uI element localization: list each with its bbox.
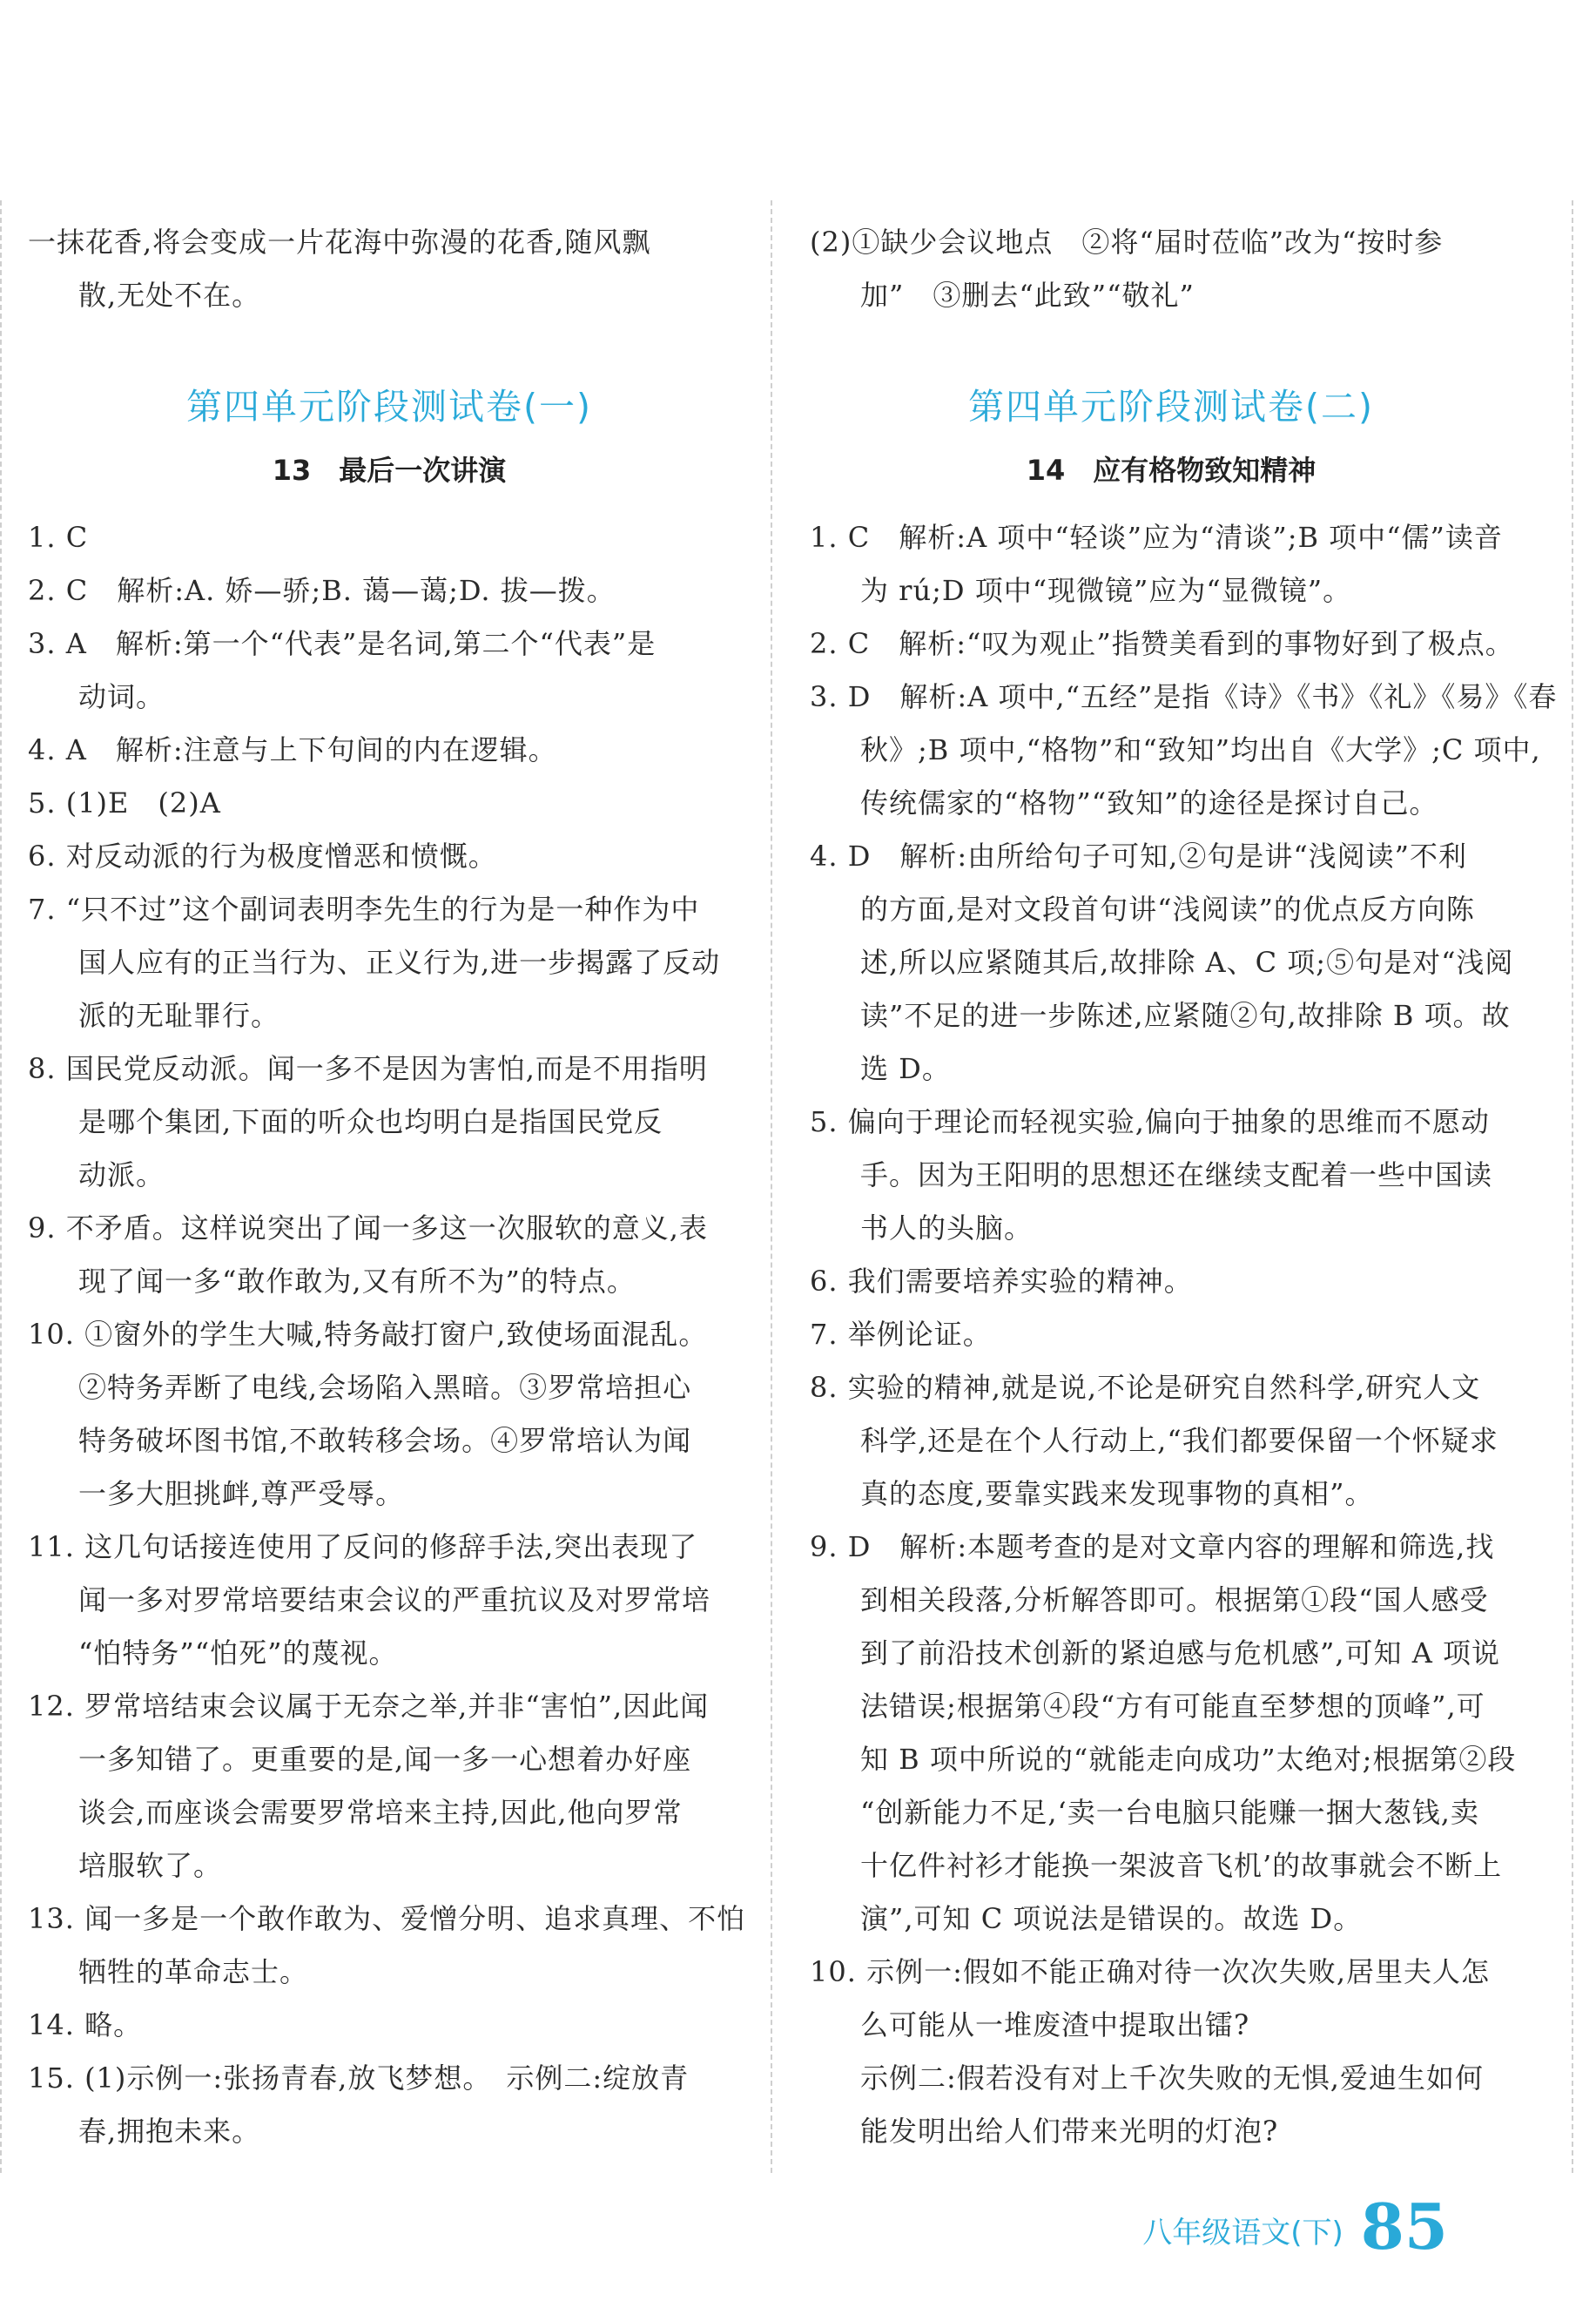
- left-answer-line: 派的无耻罪行。: [78, 999, 280, 1032]
- right-answer-line: 知 B 项中所说的“就能走向成功”太绝对;根据第②段: [860, 1743, 1517, 1776]
- left-column: [0, 200, 768, 2173]
- right-answer-line: “创新能力不足,‘卖一台电脑只能赚一捆大葱钱,卖: [860, 1796, 1479, 1829]
- left-answer-line: 8. 国民党反动派。闻一多不是因为害怕,而是不用指明: [28, 1052, 708, 1085]
- right-lesson-title: 14 应有格物致知精神: [1026, 454, 1317, 487]
- right-answer-line: 书人的头脑。: [860, 1211, 1034, 1245]
- right-answer-line: 演”,可知 C 项说法是错误的。故选 D。: [860, 1902, 1363, 1935]
- book-title-label: 八年级语文(下): [1142, 2216, 1343, 2250]
- right-answer-line: 到了前沿技术创新的紧迫感与危机感”,可知 A 项说: [860, 1636, 1500, 1670]
- right-answer-line: 8. 实验的精神,就是说,不论是研究自然科学,研究人文: [810, 1371, 1481, 1404]
- right-answer-list: [810, 511, 1558, 2158]
- left-answer-line: 14. 略。: [28, 2008, 143, 2041]
- left-answer-line: “怕特务”“怕死”的蔑视。: [78, 1636, 398, 1670]
- right-column: [784, 200, 1558, 2173]
- page-footer: [1142, 2189, 1448, 2264]
- left-answer-line: 是哪个集团,下面的听众也均明白是指国民党反: [78, 1105, 663, 1138]
- left-answer-line: 11. 这几句话接连使用了反问的修辞手法,突出表现了: [28, 1530, 698, 1563]
- left-answer-line: 5. (1)E (2)A: [28, 786, 221, 820]
- right-answer-line: 7. 举例论证。: [810, 1318, 992, 1351]
- right-answer-line: 述,所以应紧随其后,故排除 A、C 项;⑤句是对“浅阅: [860, 946, 1514, 979]
- right-answer-line: 法错误;根据第④段“方有可能直至梦想的顶峰”,可: [860, 1690, 1485, 1723]
- right-answer-line: 秋》;B 项中,“格物”和“致知”均出自《大学》;C 项中,: [860, 733, 1541, 766]
- right-answer-line: 10. 示例一:假如不能正确对待一次次失败,居里夫人怎: [810, 1955, 1491, 1988]
- left-answer-line: 春,拥抱未来。: [78, 2115, 261, 2148]
- right-answer-line: 4. D 解析:由所给句子可知,②句是讲“浅阅读”不利: [810, 840, 1468, 873]
- right-answer-line: 科学,还是在个人行动上,“我们都要保留一个怀疑求: [860, 1424, 1498, 1457]
- column-divider: [771, 200, 772, 2173]
- left-section-title: 第四单元阶段测试卷(一): [186, 386, 592, 428]
- right-answer-line: 传统儒家的“格物”“致知”的途径是探讨自己。: [860, 786, 1438, 820]
- page-number: 85: [1360, 2189, 1448, 2264]
- right-answer-line: 能发明出给人们带来光明的灯泡?: [860, 2115, 1279, 2148]
- left-answer-line: 10. ①窗外的学生大喊,特务敲打窗户,致使场面混乱。: [28, 1318, 708, 1351]
- right-margin-rule: [1572, 200, 1573, 2173]
- left-top-line-1: 一抹花香,将会变成一片花海中弥漫的花香,随风飘: [28, 226, 651, 259]
- right-answer-line: 选 D。: [860, 1052, 951, 1085]
- left-answer-line: 3. A 解析:第一个“代表”是名词,第二个“代表”是: [28, 627, 657, 660]
- right-top-line-2: 加” ③删去“此致”“敬礼”: [860, 279, 1195, 312]
- right-answer-line: 6. 我们需要培养实验的精神。: [810, 1265, 1193, 1298]
- right-answer-line: 为 rú;D 项中“现微镜”应为“显微镜”。: [860, 574, 1352, 607]
- left-top-line-2: 散,无处不在。: [78, 279, 261, 312]
- right-answer-line: 示例二:假若没有对上千次失败的无惧,爱迪生如何: [860, 2061, 1484, 2095]
- right-answer-line: 到相关段落,分析解答即可。根据第①段“国人感受: [860, 1583, 1489, 1616]
- left-answer-line: 2. C 解析:A. 娇—骄;B. 蔼—蔼;D. 拔—拨。: [28, 574, 616, 607]
- left-lesson-title: 13 最后一次讲演: [272, 454, 507, 487]
- left-answer-line: 现了闻一多“敢作敢为,又有所不为”的特点。: [78, 1265, 636, 1298]
- left-answer-line: ②特务弄断了电线,会场陷入黑暗。③罗常培担心: [78, 1371, 692, 1404]
- right-answer-line: 读”不足的进一步陈述,应紧随②句,故排除 B 项。故: [860, 999, 1511, 1032]
- left-answer-line: 一多大胆挑衅,尊严受辱。: [78, 1477, 405, 1510]
- right-answer-line: 2. C 解析:“叹为观止”指赞美看到的事物好到了极点。: [810, 627, 1514, 660]
- right-answer-line: 真的态度,要靠实践来发现事物的真相”。: [860, 1477, 1374, 1510]
- left-answer-line: 1. C: [28, 521, 89, 554]
- left-answer-line: 7. “只不过”这个副词表明李先生的行为是一种作为中: [28, 893, 700, 926]
- left-answer-line: 15. (1)示例一:张扬青春,放飞梦想。 示例二:绽放青: [28, 2061, 690, 2095]
- left-answer-line: 动派。: [78, 1158, 165, 1191]
- right-answer-line: 么可能从一堆废渣中提取出镭?: [860, 2008, 1250, 2041]
- right-answer-line: 9. D 解析:本题考查的是对文章内容的理解和筛选,找: [810, 1530, 1495, 1563]
- right-answer-line: 5. 偏向于理论而轻视实验,偏向于抽象的思维而不愿动: [810, 1105, 1490, 1138]
- right-top-line-1: (2)①缺少会议地点 ②将“届时莅临”改为“按时参: [810, 226, 1444, 259]
- left-answer-line: 谈会,而座谈会需要罗常培来主持,因此,他向罗常: [78, 1796, 683, 1829]
- right-answer-line: 的方面,是对文段首句讲“浅阅读”的优点反方向陈: [860, 893, 1475, 926]
- right-answer-line: 十亿件衬衫才能换一架波音飞机’的故事就会不断上: [860, 1849, 1503, 1882]
- left-answer-line: 一多知错了。更重要的是,闻一多一心想着办好座: [78, 1743, 692, 1776]
- left-answer-line: 培服软了。: [78, 1849, 223, 1882]
- left-answer-line: 闻一多对罗常培要结束会议的严重抗议及对罗常培: [78, 1583, 711, 1616]
- left-answer-line: 13. 闻一多是一个敢作敢为、爱憎分明、追求真理、不怕: [28, 1902, 746, 1935]
- left-answer-line: 牺牲的革命志士。: [78, 1955, 309, 1988]
- left-answer-line: 特务破坏图书馆,不敢转移会场。④罗常培认为闻: [78, 1424, 692, 1457]
- left-answer-line: 动词。: [78, 680, 165, 713]
- right-answer-line: 手。因为王阳明的思想还在继续支配着一些中国读: [860, 1158, 1493, 1191]
- right-answer-line: 1. C 解析:A 项中“轻谈”应为“清谈”;B 项中“儒”读音: [810, 521, 1503, 554]
- left-answer-list: [28, 511, 751, 2158]
- left-answer-line: 9. 不矛盾。这样说突出了闻一多这一次服软的意义,表: [28, 1211, 708, 1245]
- right-answer-line: 3. D 解析:A 项中,“五经”是指《诗》《书》《礼》《易》《春: [810, 680, 1558, 713]
- right-section-title: 第四单元阶段测试卷(二): [968, 386, 1374, 428]
- left-answer-line: 12. 罗常培结束会议属于无奈之举,并非“害怕”,因此闻: [28, 1690, 710, 1723]
- left-answer-line: 6. 对反动派的行为极度憎恶和愤慨。: [28, 840, 497, 873]
- left-answer-line: 4. A 解析:注意与上下句间的内在逻辑。: [28, 733, 557, 766]
- left-answer-line: 国人应有的正当行为、正义行为,进一步揭露了反动: [78, 946, 721, 979]
